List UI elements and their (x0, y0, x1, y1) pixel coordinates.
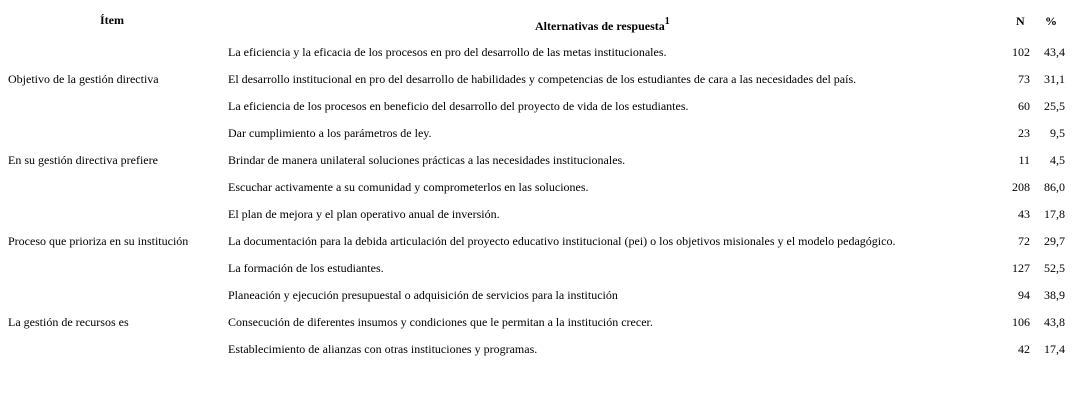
row-alternative: Establecimiento de alianzas con otras instituciones y programas. (228, 342, 538, 356)
header-alternatives-label: Alternativas de respuesta (535, 19, 665, 33)
row-percent: 43,8 (1044, 315, 1065, 329)
header-item: Ítem (100, 13, 124, 27)
row-item: Objetivo de la gestión directiva (8, 72, 159, 86)
row-percent: 43,4 (1044, 45, 1065, 59)
row-n: 106 (1012, 315, 1030, 329)
row-alternative: La eficiencia de los procesos en beneficio del desarrollo del proyecto de vida de los estudiantes. (228, 99, 689, 113)
row-n: 42 (1018, 342, 1030, 356)
row-percent: 52,5 (1044, 261, 1065, 275)
row-alternative: Planeación y ejecución presupuestal o adquisición de servicios para la institución (228, 288, 618, 302)
row-alternative: Consecución de diferentes insumos y condiciones que le permitan a la institución crecer. (228, 315, 653, 329)
row-percent: 17,4 (1044, 342, 1065, 356)
row-n: 11 (1018, 153, 1030, 167)
row-alternative: La formación de los estudiantes. (228, 261, 384, 275)
row-n: 72 (1018, 234, 1030, 248)
row-n: 94 (1018, 288, 1030, 302)
row-n: 127 (1012, 261, 1030, 275)
row-n: 73 (1018, 72, 1030, 86)
row-n: 208 (1012, 180, 1030, 194)
row-n: 60 (1018, 99, 1030, 113)
row-alternative: La eficiencia y la eficacia de los procesos en pro del desarrollo de las metas institucionales. (228, 45, 667, 59)
row-n: 102 (1012, 45, 1030, 59)
row-alternative: El desarrollo institucional en pro del desarrollo de habilidades y competencias de los estudiantes de cara a las necesidades del país. (228, 72, 857, 86)
row-percent: 29,7 (1044, 234, 1065, 248)
row-alternative: Brindar de manera unilateral soluciones prácticas a las necesidades institucionales. (228, 153, 626, 167)
row-item: Proceso que prioriza en su institución (8, 234, 189, 248)
row-percent: 4,5 (1050, 153, 1065, 167)
row-alternative: El plan de mejora y el plan operativo anual de inversión. (228, 207, 500, 221)
header-alternatives (535, 16, 670, 33)
row-item: La gestión de recursos es (8, 315, 129, 329)
row-alternative: La documentación para la debida articulación del proyecto educativo institucional (pei) o los objetivos misionales y el modelo pedagógico. (228, 234, 896, 248)
row-percent: 38,9 (1044, 288, 1065, 302)
footnote-marker: 1 (664, 16, 670, 27)
row-item: En su gestión directiva prefiere (8, 153, 158, 167)
row-alternative: Escuchar activamente a su comunidad y comprometerlos en las soluciones. (228, 180, 589, 194)
row-percent: 9,5 (1050, 126, 1065, 140)
row-percent: 25,5 (1044, 99, 1065, 113)
row-alternative: Dar cumplimiento a los parámetros de ley. (228, 126, 432, 140)
row-percent: 86,0 (1044, 180, 1065, 194)
header-n: N (1016, 14, 1025, 28)
row-percent: 17,8 (1044, 207, 1065, 221)
row-percent: 31,1 (1044, 72, 1065, 86)
header-percent: % (1045, 14, 1057, 28)
row-n: 43 (1018, 207, 1030, 221)
row-n: 23 (1018, 126, 1030, 140)
